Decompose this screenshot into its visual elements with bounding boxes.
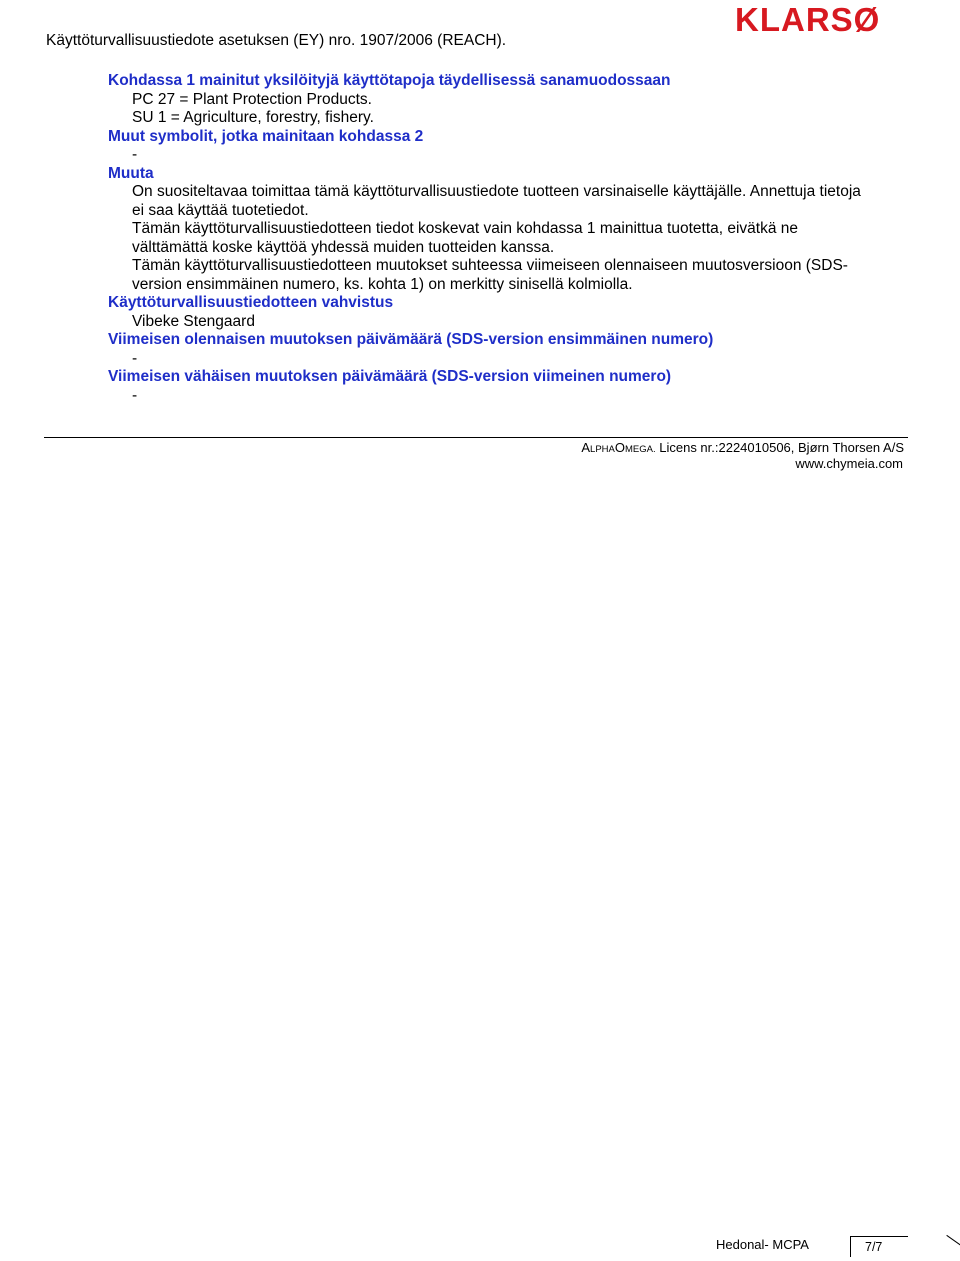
- logo-text: KLARSØ: [735, 1, 881, 38]
- document-header-title: Käyttöturvallisuustiedote asetuksen (EY) nro. 1907/2006 (REACH).: [46, 32, 507, 49]
- other-paragraph-3-line-2: version ensimmäinen numero, ks. kohta 1) on merkitty sinisellä kolmiolla.: [132, 275, 633, 293]
- identified-use-pc27: PC 27 = Plant Protection Products.: [132, 90, 372, 108]
- section-heading-minor-change-date: Viimeisen vähäisen muutoksen päivämäärä (SDS-version viimeinen numero): [108, 368, 672, 385]
- other-symbols-value: -: [132, 146, 138, 163]
- identified-use-su1: SU 1 = Agriculture, forestry, fishery.: [132, 109, 374, 126]
- section-heading-major-change-date: Viimeisen olennaisen muutoksen päivämäärä (SDS-version ensimmäinen numero): [108, 331, 714, 348]
- footer-licence-text: Licens nr.:2224010506, Bjørn Thorsen A/S: [659, 440, 904, 455]
- other-paragraph-2-line-1: Tämän käyttöturvallisuustiedotteen tiedot koskevat vain kohdassa 1 mainittua tuotetta, eivätkä ne: [132, 220, 799, 237]
- section-heading-identified-uses: Kohdassa 1 mainitut yksilöityjä käyttötapoja täydellisessä sanamuodossaan: [108, 72, 671, 89]
- minor-change-date-value: -: [132, 386, 138, 404]
- section-heading-other-symbols: Muut symbolit, jotka mainitaan kohdassa 2: [108, 127, 424, 145]
- footer-brand-lpha: LPHA: [590, 444, 615, 455]
- major-change-date-value: -: [132, 349, 138, 367]
- footer-licence-line: [581, 440, 904, 455]
- page-number: 7/7: [865, 1240, 883, 1254]
- corner-mark: [946, 1235, 960, 1246]
- footer-brand-o: O: [614, 440, 625, 455]
- footer-website: www.chymeia.com: [795, 456, 903, 471]
- footer-brand-mega: MEGA.: [624, 444, 656, 455]
- other-paragraph-3-line-1: Tämän käyttöturvallisuustiedotteen muutokset suhteessa viimeiseen olennaiseen muutosversioon (SDS-: [132, 257, 848, 274]
- klarso-logo: [733, 0, 898, 40]
- other-paragraph-2-line-2: välttämättä koske käyttöä yhdessä muiden tuotteiden kanssa.: [132, 238, 555, 256]
- page-product-name: Hedonal- MCPA: [716, 1237, 809, 1252]
- section-heading-other: Muuta: [108, 164, 154, 182]
- other-paragraph-1-line-1: On suositeltavaa toimittaa tämä käyttöturvallisuustiedote tuotteen varsinaiselle käyttäjälle. Annettuja tietoja: [132, 183, 861, 200]
- other-paragraph-1-line-2: ei saa käyttää tuotetiedot.: [132, 201, 309, 219]
- footer-brand-a: A: [581, 440, 591, 455]
- document-content: [108, 72, 908, 405]
- footer-divider: [44, 437, 908, 438]
- sds-approver-name: Vibeke Stengaard: [132, 312, 255, 330]
- section-heading-sds-approval: Käyttöturvallisuustiedotteen vahvistus: [108, 294, 394, 311]
